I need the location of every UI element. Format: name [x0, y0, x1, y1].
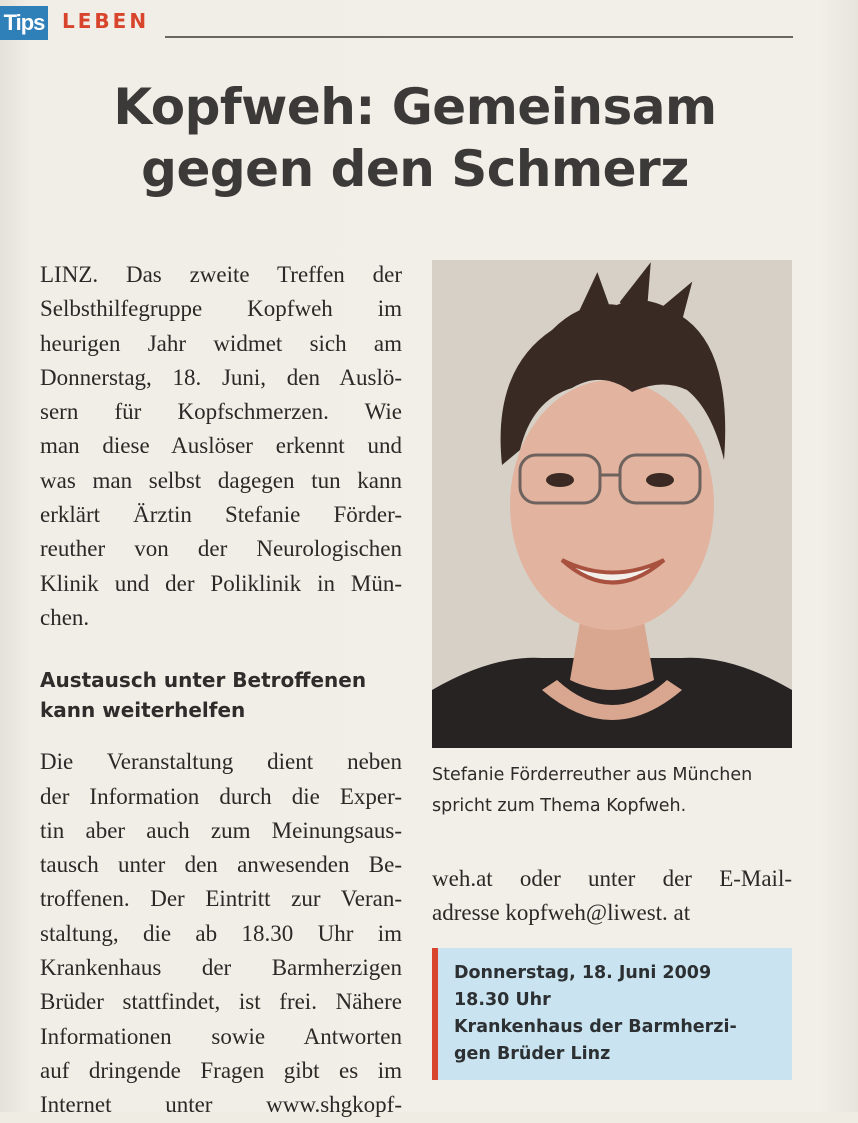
article-subhead: [40, 665, 402, 725]
text-line: sern für Kopfschmerzen. Wie: [40, 399, 402, 425]
text-line: Selbsthilfegruppe Kopfweh im: [40, 296, 402, 322]
event-info-box: [432, 948, 792, 1080]
info-line-time: 18.30 Uhr: [454, 990, 551, 1010]
tips-logo: Tips: [0, 6, 48, 40]
info-line-venue: Krankenhaus der Barmherzi-: [454, 1017, 737, 1037]
info-box-text: [454, 960, 784, 1068]
text-line: tin aber auch zum Meinungsaus-: [40, 817, 402, 843]
text-line: reuther von der Neurologischen: [40, 536, 402, 562]
text-line: der Information durch die Exper-: [40, 783, 402, 809]
text-line: weh.at oder unter der E-Mail-: [432, 866, 792, 891]
text-line: staltung, die ab 18.30 Uhr im: [40, 920, 402, 946]
text-line: Die Veranstaltung dient neben: [40, 749, 402, 775]
text-line: erklärt Ärztin Stefanie Förder-: [40, 502, 402, 528]
portrait-photo: [432, 260, 792, 748]
article-body-left: [40, 258, 402, 1123]
text-line: adresse kopfweh@liwest. at: [432, 900, 691, 925]
text-line: Krankenhaus der Barmherzigen: [40, 955, 402, 981]
text-line: was man selbst dagegen tun kann: [40, 467, 402, 493]
info-line-venue: gen Brüder Linz: [454, 1044, 611, 1064]
text-line: Informationen sowie Antworten: [40, 1023, 402, 1049]
text-line: tausch unter den anwesenden Be-: [40, 852, 402, 878]
text-line: troffenen. Der Eintritt zur Veran-: [40, 886, 402, 912]
article-headline: [40, 76, 790, 200]
headline-line: Kopfweh: Gemeinsam: [113, 78, 717, 136]
article-continuation: [432, 862, 792, 930]
text-line: chen.: [40, 604, 90, 630]
section-label: LEBEN: [62, 9, 150, 33]
paragraph-intro: [40, 258, 402, 635]
text-line: Internet unter www.shgkopf-: [40, 1092, 402, 1118]
info-box-accent-bar: [432, 948, 438, 1080]
text-line: Brüder stattfindet, ist frei. Nähere: [40, 989, 402, 1015]
portrait-illustration: [432, 260, 792, 748]
headline-line: gegen den Schmerz: [141, 140, 689, 198]
subhead-line: kann weiterhelfen: [40, 698, 246, 723]
text-line: auf dringende Fragen gibt es im: [40, 1057, 402, 1083]
text-line: Klinik und der Poliklinik in Mün-: [40, 570, 402, 596]
subhead-line: Austausch unter Betroffenen: [40, 668, 367, 693]
text-line: heurigen Jahr widmet sich am: [40, 330, 402, 356]
photo-caption: [432, 760, 812, 822]
text-line: Donnerstag, 18. Juni, den Auslö-: [40, 364, 402, 390]
caption-line: spricht zum Thema Kopfweh.: [432, 796, 687, 816]
page-header: [0, 6, 858, 40]
caption-line: Stefanie Förderreuther aus München: [432, 765, 753, 785]
text-line: LINZ. Das zweite Treffen der: [40, 262, 402, 287]
info-line-date: Donnerstag, 18. Juni 2009: [454, 963, 712, 983]
text-line: man diese Auslöser erkennt und: [40, 433, 402, 459]
header-rule: [165, 36, 793, 38]
paragraph-event: [40, 745, 402, 1122]
